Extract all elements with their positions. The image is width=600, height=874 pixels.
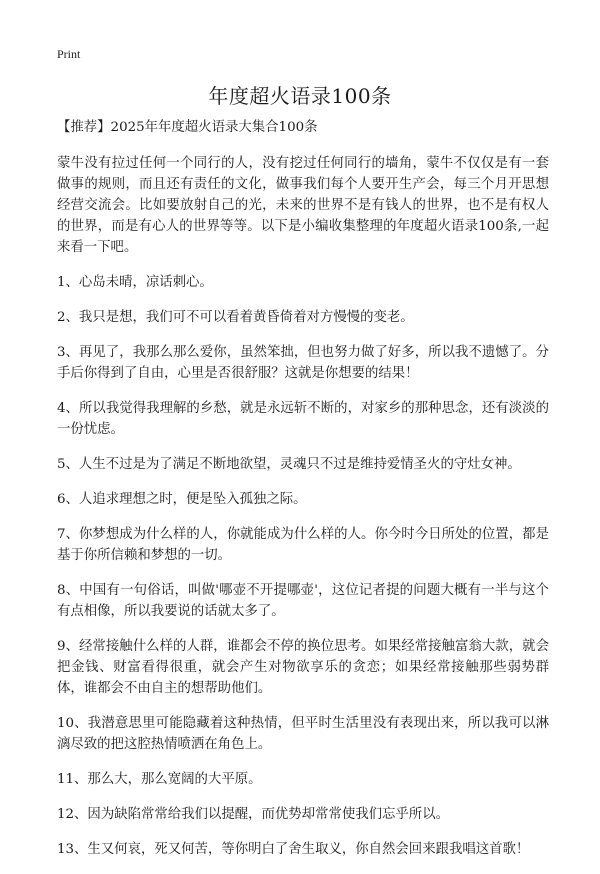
article-body <box>57 117 549 874</box>
quote-item: 3、再见了，我那么那么爱你，虽然笨拙，但也努力做了好多，所以我不遗憾了。分手后你得到了自由，心里是否很舒服？这就是你想要的结果！ <box>57 345 549 381</box>
recommend-line: 【推荐】2025年年度超火语录大集合100条 <box>57 120 318 135</box>
quote-item: 1、心岛未晴，凉话刺心。 <box>57 275 213 290</box>
quote-item: 6、人追求理想之时，便是坠入孤独之际。 <box>57 492 307 507</box>
page-title: 年度超火语录100条 <box>208 84 392 108</box>
quote-item: 7、你梦想成为什么样的人，你就能成为什么样的人。你今时今日所处的位置，都是基于你所信赖和梦想的一切。 <box>57 527 549 563</box>
quote-item: 13、生又何哀，死又何苦，等你明白了舍生取义，你自然会回来跟我唱这首歌！ <box>57 842 530 857</box>
quote-item: 10、我潜意思里可能隐藏着这种热情，但平时生活里没有表现出来，所以我可以淋漓尽致的把这腔热情喷洒在角色上。 <box>57 716 549 752</box>
quote-item: 2、我只是想，我们可不可以看着黄昏倚着对方慢慢的变老。 <box>57 310 414 325</box>
quote-item: 11、那么大，那么宽阔的大平原。 <box>57 772 262 787</box>
quote-item: 9、经常接触什么样的人群，谁都会不停的换位思考。如果经常接触富翁大款，就会把金钱、财富看得很重，就会产生对物欲享乐的贪恋；如果经常接触那些弱势群体，谁都会不由自主的想帮助他们。 <box>57 639 549 696</box>
quote-item: 12、因为缺陷常常给我们以提醒，而优势却常常使我们忘乎所以。 <box>57 807 449 822</box>
quote-item: 8、中国有一句俗话，叫做'哪壶不开提哪壶'，这位记者提的问题大概有一半与这个有点相像，所以我要说的话就太多了。 <box>57 583 549 619</box>
quote-item: 4、所以我觉得我理解的乡愁，就是永远斩不断的，对家乡的那种思念，还有淡淡的一份忧虑。 <box>57 401 549 437</box>
quote-item: 5、人生不过是为了满足不断地欲望，灵魂只不过是维持爱情圣火的守灶女神。 <box>57 457 521 472</box>
print-link[interactable]: Print <box>57 47 81 61</box>
intro-paragraph: 蒙牛没有拉过任何一个同行的人，没有挖过任何同行的墙角，蒙牛不仅仅是有一套做事的规则，而且还有责任的文化，做事我们每个人要开生产会，每三个月开思想经营交流会。比如要放射自己的光，未来的世界不是有钱人的世界，也不是有权人的世界，而是有心人的世界等等。以下是小编收集整理的年度超火语录100条,一起来看一下吧。 <box>57 156 549 255</box>
